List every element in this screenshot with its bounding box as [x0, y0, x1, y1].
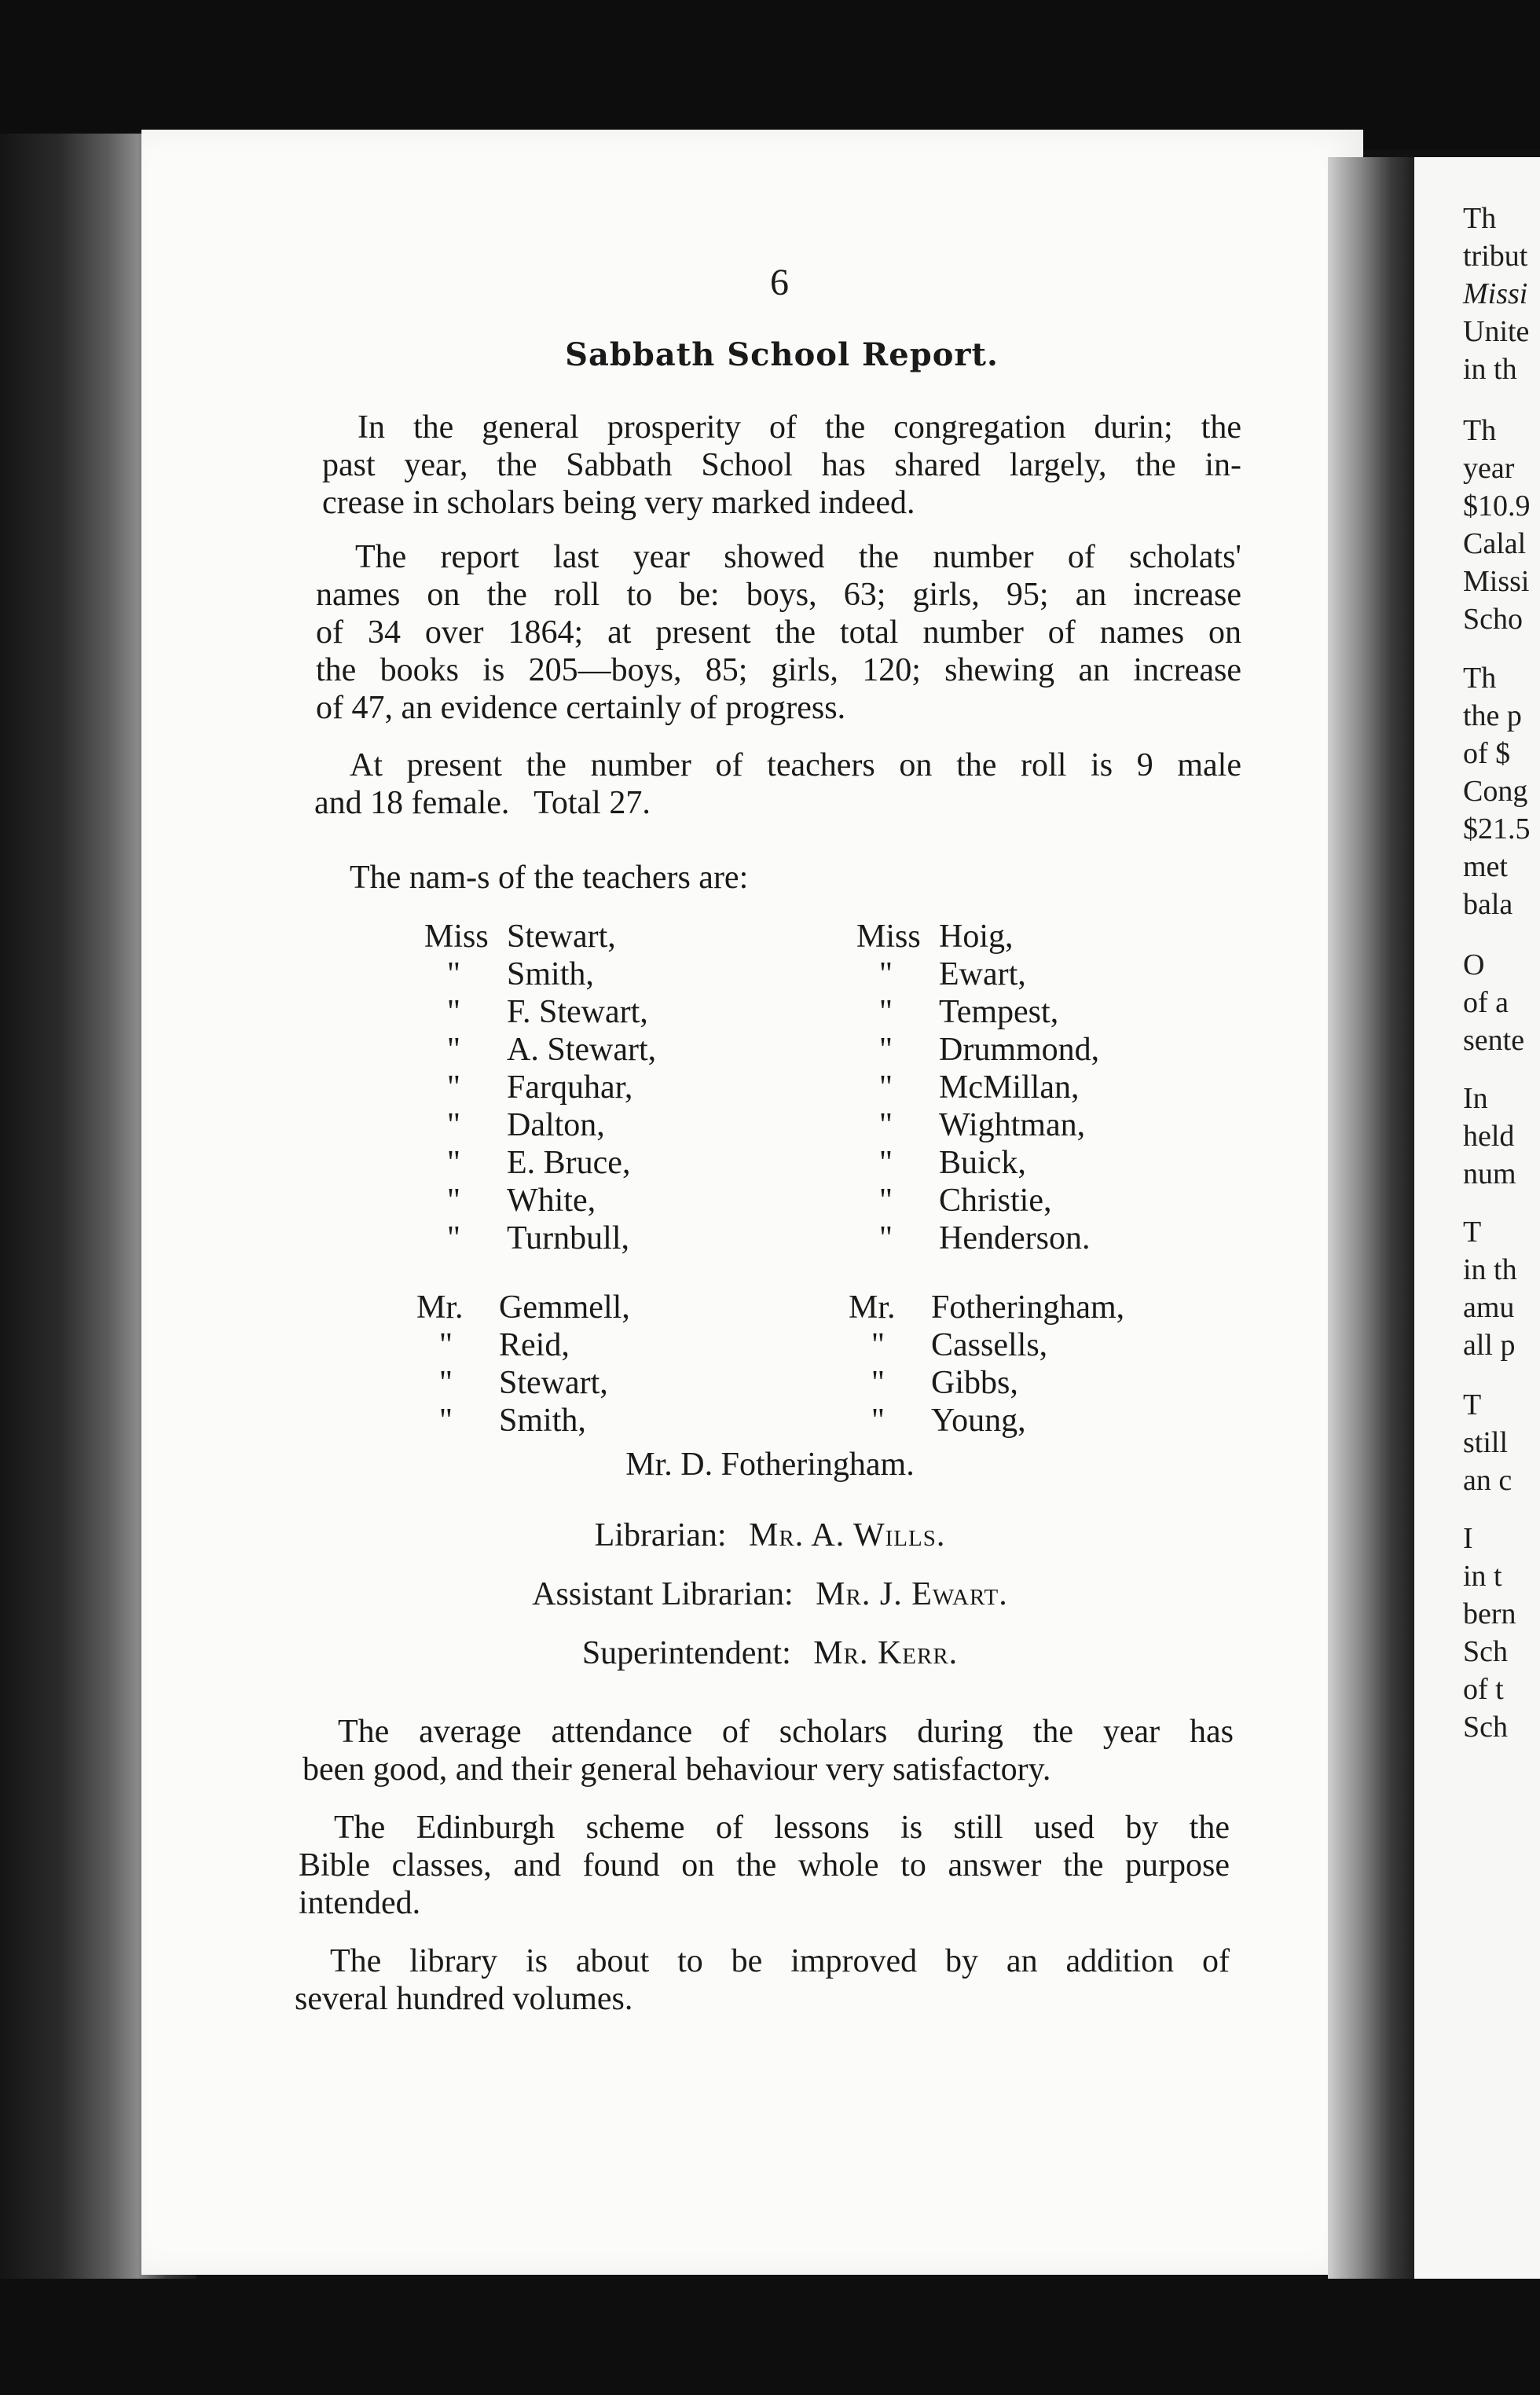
adjacent-page-text-fragment: I: [1463, 1522, 1473, 1555]
adjacent-page-text-fragment: Th: [1463, 414, 1497, 447]
female-teachers-left-column: [424, 918, 656, 1257]
text-line: The library is about to be improved by an addition of: [330, 1943, 1230, 1979]
paragraph-edinburgh-scheme: [299, 1809, 1230, 1922]
paragraph-attendance: [302, 1713, 1234, 1788]
assistant-librarian-role: Assistant Librarian:: [532, 1576, 794, 1612]
superintendent-role: Superintendent:: [581, 1635, 791, 1671]
teacher-name: Reid,: [499, 1327, 570, 1363]
teacher-name: Wightman,: [939, 1107, 1086, 1143]
teacher-name-row: [424, 1144, 656, 1182]
librarian-name: Mr. A. Wills.: [749, 1517, 946, 1553]
name-prefix: ": [446, 956, 461, 992]
text-line: In the general prosperity of the congregation durin; the: [358, 409, 1241, 446]
librarian-line: [0, 1517, 1540, 1554]
name-prefix: Mr.: [849, 1289, 896, 1326]
teacher-name-row: [856, 1182, 1099, 1220]
adjacent-page-text-fragment: O: [1463, 948, 1485, 981]
adjacent-page-text-fragment: Th: [1463, 662, 1497, 695]
adjacent-page-text-fragment: in t: [1463, 1560, 1502, 1593]
adjacent-page-text-fragment: still: [1463, 1426, 1509, 1459]
name-prefix: Miss: [424, 919, 489, 955]
name-prefix: ": [438, 1365, 453, 1401]
name-prefix: ": [446, 1107, 461, 1143]
text-line: of 34 over 1864; at present the total number of names on: [316, 614, 1241, 651]
text-line: of 47, an evidence certainly of progress.: [316, 690, 846, 726]
paragraph-prosperity: [322, 409, 1241, 522]
adjacent-page-text-fragment: met: [1463, 850, 1508, 883]
male-teacher-last: Mr. D. Fotheringham.: [625, 1447, 915, 1483]
text-line: The Edinburgh scheme of lessons is still used by the: [334, 1810, 1230, 1846]
superintendent-name: Mr. Kerr.: [813, 1635, 959, 1671]
text-line: been good, and their general behaviour very satisfactory.: [302, 1751, 1051, 1788]
text-line: several hundred volumes.: [295, 1981, 633, 2017]
scan-background-bottom: [0, 2279, 1540, 2395]
teacher-name: Smith,: [499, 1403, 586, 1439]
adjacent-page-text-fragment: sente: [1463, 1024, 1525, 1057]
name-prefix: ": [878, 1220, 893, 1256]
teacher-name-row: [856, 918, 1099, 955]
text-line: and 18 female. Total 27.: [314, 785, 651, 821]
superintendent-line: [0, 1634, 1540, 1672]
adjacent-page-text-fragment: Missi: [1463, 565, 1530, 598]
teacher-name-row: [856, 955, 1099, 993]
adjacent-page-text-fragment: of $: [1463, 737, 1511, 770]
text-line: At present the number of teachers on the roll is 9 male: [350, 747, 1241, 783]
name-prefix: ": [446, 1183, 461, 1219]
teacher-name-row: [856, 1031, 1099, 1069]
teacher-name-row: [856, 993, 1099, 1031]
adjacent-page-text-fragment: the p: [1463, 699, 1522, 732]
teacher-name: Young,: [931, 1403, 1026, 1439]
teacher-name-row: [849, 1402, 1124, 1440]
name-prefix: ": [878, 1145, 893, 1181]
name-prefix: ": [878, 1183, 893, 1219]
teacher-name: Gemmell,: [499, 1289, 630, 1326]
adjacent-page-text-fragment: Missi: [1463, 277, 1528, 310]
teacher-name: Ewart,: [939, 956, 1026, 992]
librarian-role: Librarian:: [594, 1517, 727, 1553]
text-line: crease in scholars being very marked indeed.: [322, 485, 915, 521]
teacher-name: Christie,: [939, 1183, 1052, 1219]
name-prefix: ": [446, 1220, 461, 1256]
adjacent-page-text-fragment: bern: [1463, 1597, 1516, 1630]
teacher-name-row: [424, 1069, 656, 1106]
teacher-name-row: [424, 1220, 656, 1257]
page-gutter-shadow: [1328, 157, 1418, 2279]
teacher-name: Cassells,: [931, 1327, 1048, 1363]
name-prefix: ": [871, 1403, 886, 1439]
teachers-intro: The nam-s of the teachers are:: [350, 860, 749, 896]
male-teachers-left-column: [416, 1289, 630, 1440]
adjacent-page-text-fragment: In: [1463, 1082, 1488, 1115]
teacher-name-row: [424, 1031, 656, 1069]
teacher-name: White,: [507, 1183, 596, 1219]
adjacent-page-text-fragment: $21.5: [1463, 812, 1531, 845]
teacher-name-row: [856, 1220, 1099, 1257]
text-line: The average attendance of scholars during the year has: [338, 1714, 1234, 1750]
teacher-name-row: [856, 1106, 1099, 1144]
teacher-name: Smith,: [507, 956, 594, 992]
text-line: Bible classes, and found on the whole to answer the purpose: [299, 1847, 1230, 1883]
adjacent-page-text-fragment: tribut: [1463, 240, 1528, 273]
teacher-name-row: [856, 1069, 1099, 1106]
adjacent-page-text-fragment: held: [1463, 1120, 1515, 1153]
name-prefix: ": [878, 994, 893, 1030]
teacher-name-row: [416, 1326, 630, 1364]
adjacent-page-edge: [1414, 157, 1540, 2279]
teacher-name: Stewart,: [499, 1365, 608, 1401]
paragraph-library: [295, 1942, 1230, 2018]
teacher-name-row: [424, 918, 656, 955]
adjacent-page-text-fragment: an c: [1463, 1464, 1512, 1497]
adjacent-page-text-fragment: amu: [1463, 1291, 1515, 1324]
adjacent-page-text-fragment: year: [1463, 452, 1515, 485]
adjacent-page-text-fragment: num: [1463, 1157, 1516, 1190]
name-prefix: Mr.: [416, 1289, 464, 1326]
teacher-name: McMillan,: [939, 1069, 1080, 1106]
teacher-name-row: [424, 955, 656, 993]
teacher-name-row: [849, 1289, 1124, 1326]
name-prefix: ": [446, 1032, 461, 1068]
assistant-librarian-name: Mr. J. Ewart.: [816, 1576, 1008, 1612]
teacher-name-row: [424, 993, 656, 1031]
adjacent-page-text-fragment: Cong: [1463, 775, 1528, 808]
adjacent-page-text-fragment: of a: [1463, 986, 1509, 1019]
report-title: Sabbath School Report.: [565, 336, 999, 373]
adjacent-page-text-fragment: of t: [1463, 1673, 1504, 1706]
adjacent-page-text-fragment: Sch: [1463, 1635, 1508, 1668]
teacher-name: Dalton,: [507, 1107, 605, 1143]
name-prefix: ": [446, 994, 461, 1030]
adjacent-page-text-fragment: Unite: [1463, 315, 1530, 348]
teacher-name: Stewart,: [507, 919, 616, 955]
adjacent-page-text-fragment: Sch: [1463, 1711, 1508, 1744]
text-line: past year, the Sabbath School has shared largely, the in-: [322, 447, 1241, 483]
teacher-name-row: [416, 1364, 630, 1402]
scan-background-top: [0, 0, 1540, 149]
paragraph-scholar-numbers: [316, 538, 1241, 727]
teacher-name-row: [424, 1182, 656, 1220]
teacher-name: Farquhar,: [507, 1069, 633, 1106]
text-line: The report last year showed the number of scholats': [355, 539, 1241, 575]
text-line: the books is 205—boys, 85; girls, 120; shewing an increase: [316, 652, 1241, 688]
adjacent-page-text-fragment: in th: [1463, 353, 1517, 386]
name-prefix: ": [878, 956, 893, 992]
name-prefix: ": [871, 1327, 886, 1363]
name-prefix: ": [878, 1069, 893, 1106]
teacher-name-row: [856, 1144, 1099, 1182]
teacher-name-row: [416, 1289, 630, 1326]
name-prefix: ": [878, 1032, 893, 1068]
text-line: intended.: [299, 1885, 421, 1921]
name-prefix: ": [878, 1107, 893, 1143]
teacher-name-row: [849, 1364, 1124, 1402]
text-line: names on the roll to be: boys, 63; girls, 95; an increase: [316, 577, 1241, 613]
assistant-librarian-line: [0, 1575, 1540, 1613]
teacher-name-row: [416, 1402, 630, 1440]
name-prefix: Miss: [856, 919, 921, 955]
paragraph-teacher-count: [314, 746, 1241, 822]
teacher-name: E. Bruce,: [507, 1145, 631, 1181]
adjacent-page-text-fragment: Th: [1463, 202, 1497, 235]
teacher-name: Tempest,: [939, 994, 1059, 1030]
adjacent-page-text-fragment: Calal: [1463, 527, 1527, 560]
teacher-name-row: [424, 1106, 656, 1144]
teacher-name: Henderson.: [939, 1220, 1091, 1256]
teacher-name-row: [849, 1326, 1124, 1364]
teacher-name: Drummond,: [939, 1032, 1100, 1068]
adjacent-page-text-fragment: T: [1463, 1216, 1482, 1249]
adjacent-page-text-fragment: bala: [1463, 888, 1513, 921]
name-prefix: ": [438, 1327, 453, 1363]
teacher-name: Turnbull,: [507, 1220, 630, 1256]
page-number: 6: [770, 262, 789, 303]
adjacent-page-text-fragment: Scho: [1463, 603, 1523, 636]
teacher-name: Fotheringham,: [931, 1289, 1125, 1326]
name-prefix: ": [871, 1365, 886, 1401]
teacher-name: Gibbs,: [931, 1365, 1018, 1401]
name-prefix: ": [438, 1403, 453, 1439]
teacher-name: F. Stewart,: [507, 994, 648, 1030]
adjacent-page-text-fragment: $10.9: [1463, 490, 1531, 523]
adjacent-page-text-fragment: all p: [1463, 1329, 1516, 1362]
female-teachers-right-column: [856, 918, 1099, 1257]
teacher-name: A. Stewart,: [507, 1032, 657, 1068]
adjacent-page-text-fragment: in th: [1463, 1253, 1517, 1286]
adjacent-page-text-fragment: T: [1463, 1388, 1482, 1421]
teacher-name: Hoig,: [939, 919, 1014, 955]
name-prefix: ": [446, 1145, 461, 1181]
teacher-name: Buick,: [939, 1145, 1026, 1181]
male-teachers-right-column: [849, 1289, 1124, 1440]
name-prefix: ": [446, 1069, 461, 1106]
